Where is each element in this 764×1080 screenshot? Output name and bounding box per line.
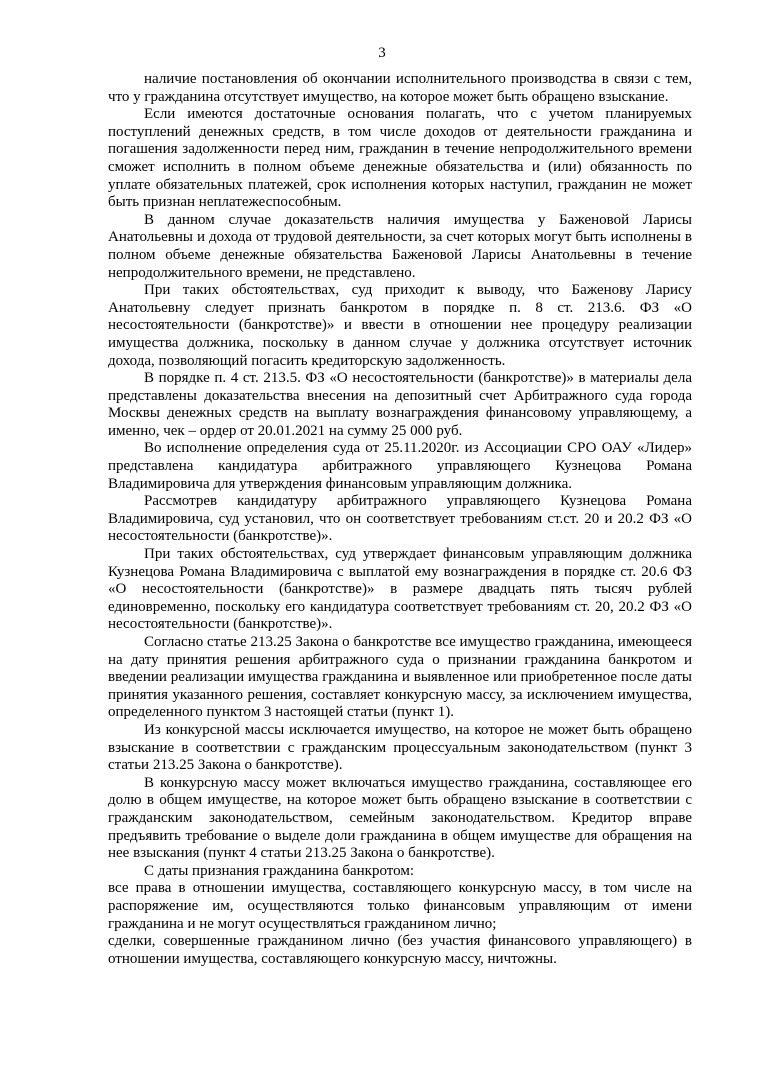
paragraph: Рассмотрев кандидатуру арбитражного управляющего Кузнецова Романа Владимировича, суд установил, что он соответствует требованиям ст.ст. 20 и 20.2 ФЗ «О несостоятельности (банкротстве)». [108,493,692,545]
paragraph: сделки, совершенные гражданином лично (без участия финансового управляющего) в отношении имущества, составляющего конкурсную массу, ничтожны. [108,933,692,967]
paragraph: При таких обстоятельствах, суд приходит к выводу, что Баженову Ларису Анатольевну следует признать банкротом в порядке п. 8 ст. 213.6. ФЗ «О несостоятельности (банкротстве)» и ввести в отношении нее процедуру реализации имущества должника, поскольку в данном случае у должника отсутствует источник дохода, позволяющий погасить кредиторскую задолженность. [108,282,692,369]
paragraph: С даты признания гражданина банкротом: [144,862,414,879]
paragraph: В порядке п. 4 ст. 213.5. ФЗ «О несостоятельности (банкротстве)» в материалы дела представлены доказательства внесения на депозитный счет Арбитражного суда города Москвы денежных средств на выплату вознаграждения финансовому управляющему, а именно, чек – ордер от 20.01.2021 на сумму 25 000 руб. [108,370,692,439]
paragraph: Из конкурсной массы исключается имущество, на которое не может быть обращено взыскание в соответствии с гражданским процессуальным законодательством (пункт 3 статьи 213.25 Закона о банкротстве). [108,721,692,774]
paragraph: Во исполнение определения суда от 25.11.2020г. из Ассоциации СРО ОАУ «Лидер» представлена кандидатура арбитражного управляющего Кузнецова Романа Владимировича для утверждения финансовым управляющим должника. [108,440,692,492]
paragraph: Согласно статье 213.25 Закона о банкротстве все имущество гражданина, имеющееся на дату принятия решения арбитражного суда о признании гражданина банкротом и введении реализации имущества гражданина и выявленное или приобретенное после даты принятия указанного решения, составляет конкурсную массу, за исключением имущества, определенного пунктом 3 настоящей статьи (пункт 1). [108,634,692,721]
paragraph: В данном случае доказательств наличия имущества у Баженовой Ларисы Анатольевны и дохода от трудовой деятельности, за счет которых могут быть исполнены в полном объеме денежные обязательства Баженовой Ларисы Анатольевны в течение непродолжительного времени, не представлено. [108,211,692,281]
paragraph: В конкурсную массу может включаться имущество гражданина, составляющее его долю в общем имуществе, на которое может быть обращено взыскание в соответствии с гражданским законодательством, семейным законодательством. Кредитор вправе предъявить требование о выделе доли гражданина в общем имуществе для обращения на нее взыскания (пункт 4 статьи 213.25 Закона о банкротстве). [108,774,692,862]
paragraph: Если имеются достаточные основания полагать, что с учетом планируемых поступлений денежных средств, в том числе доходов от деятельности гражданина и погашения задолженности перед ним, гражданин в течение непродолжительного времени сможет исполнить в полном объеме денежные обязательства и (или) обязанность по уплате обязательных платежей, срок исполнения которых наступил, гражданин не может быть признан неплатежеспособным. [108,106,692,211]
paragraph: При таких обстоятельствах, суд утверждает финансовым управляющим должника Кузнецова Романа Владимировича с выплатой ему вознаграждения в порядке ст. 20.6 ФЗ «О несостоятельности (банкротстве)» в размере двадцать пять тысяч рублей единовременно, поскольку его кандидатура соответствует требованиям ст. 20, 20.2 ФЗ «О несостоятельности (банкротстве)». [108,546,692,633]
document-body [108,71,692,968]
paragraph: все права в отношении имущества, составляющего конкурсную массу, в том числе на распоряжение им, осуществляются только финансовым управляющим от имени гражданина и не могут осуществляться гражданином лично; [108,880,692,932]
page-number: 3 [378,45,386,61]
paragraph: наличие постановления об окончании исполнительного производства в связи с тем, что у гражданина отсутствует имущество, на которое может быть обращено взыскание. [108,71,692,105]
